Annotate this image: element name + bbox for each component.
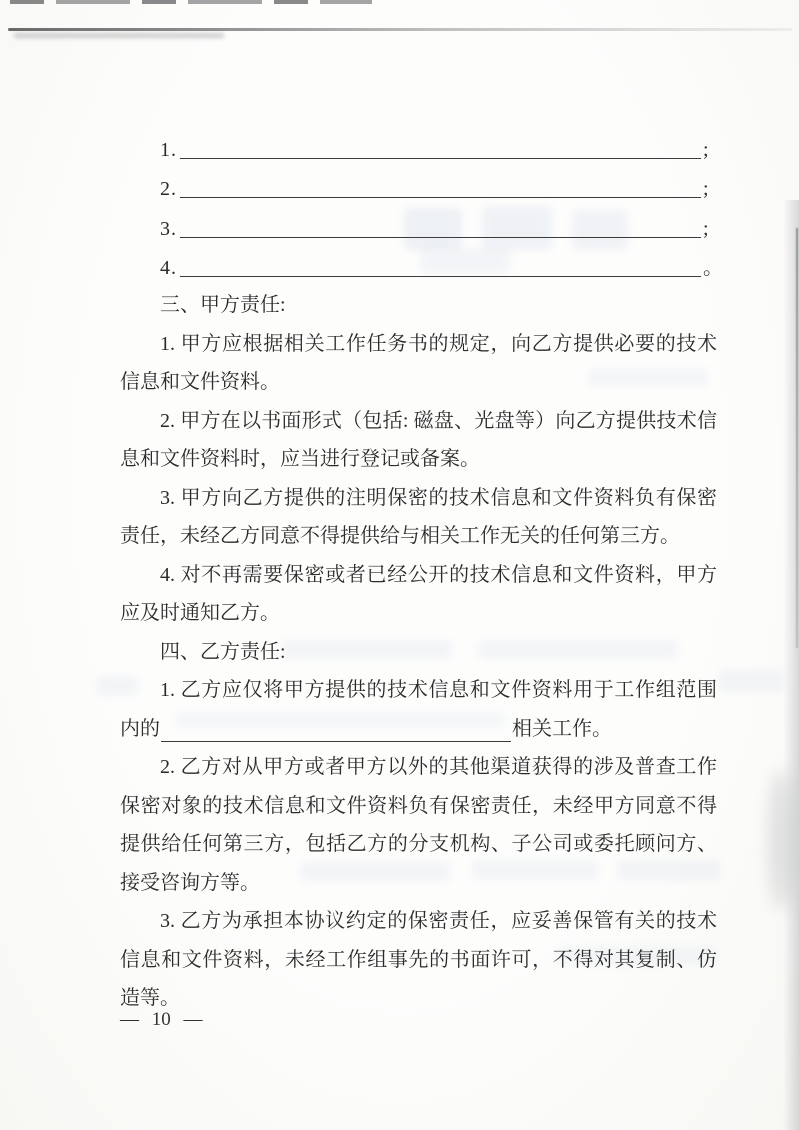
- page-number: — 10 —: [120, 1008, 203, 1030]
- blank-number: 2.: [160, 178, 177, 200]
- blank-number: 1.: [160, 138, 177, 161]
- section-heading-party-b: 四、乙方责任:: [160, 640, 286, 663]
- party-b-clause-3: 3. 乙方为承担本协议约定的保密责任，应妥善保管有关的技术信息和文件资料，未经工作组事先的书面许可，不得对其复制、仿造等。: [120, 910, 717, 1009]
- blank-punctuation: ;: [703, 178, 709, 200]
- blank-number: 3.: [160, 217, 177, 240]
- bleed-through-artifact: [718, 670, 784, 692]
- blank-underline: [180, 276, 701, 277]
- scan-line-artifact: [8, 28, 792, 31]
- numbered-blank-list: [120, 128, 723, 286]
- scan-edge-artifact-top: [10, 0, 372, 4]
- party-b-clause-2: 2. 乙方对从甲方或者甲方以外的其他渠道获得的涉及普查工作保密对象的技术信息和文件资料负有保密责任，未经甲方同意不得提供给任何第三方，包括乙方的分支机构、子公司或委托顾问方、接受咨询方等。: [120, 756, 717, 894]
- inline-blank-prefix: 内的: [120, 717, 160, 740]
- party-a-clause-3: 3. 甲方向乙方提供的注明保密的技术信息和文件资料负有保密责任，未经乙方同意不得提供给与相关工作无关的任何第三方。: [120, 486, 717, 547]
- page-fold-shadow: [769, 770, 795, 910]
- page-edge-shadow: [783, 200, 799, 1130]
- inline-blank-suffix: 相关工作。: [512, 717, 612, 740]
- party-a-clause-4: 4. 对不再需要保密或者已经公开的技术信息和文件资料，甲方应及时通知乙方。: [120, 563, 717, 624]
- blank-punctuation: 。: [703, 257, 723, 279]
- party-b-clause-1-line-2: [120, 710, 717, 749]
- party-b-clause-1-line-1: 1. 乙方应仅将甲方提供的技术信息和文件资料用于工作组范围: [160, 679, 717, 701]
- blank-underline: [180, 158, 701, 159]
- blank-punctuation: ;: [703, 138, 709, 161]
- blank-underline: [180, 197, 701, 198]
- blank-line-item-4: [120, 247, 723, 287]
- blank-underline: [180, 237, 701, 238]
- inline-blank-underline: [161, 741, 511, 742]
- blank-number: 4.: [160, 257, 177, 279]
- section-heading-party-a: 三、甲方责任:: [160, 294, 286, 316]
- document-body: [120, 128, 723, 1032]
- blank-line-item-3: [120, 207, 717, 247]
- blank-line-item-1: [120, 128, 717, 168]
- party-a-clause-1: 1. 甲方应根据相关工作任务书的规定，向乙方提供必要的技术信息和文件资料。: [120, 332, 717, 393]
- blank-punctuation: ;: [703, 217, 709, 240]
- blank-line-item-2: [120, 168, 717, 208]
- scan-smudge-artifact: [14, 33, 224, 38]
- party-a-clause-2: 2. 甲方在以书面形式（包括: 磁盘、光盘等）向乙方提供技术信息和文件资料时，应当进行登记或备案。: [120, 409, 717, 470]
